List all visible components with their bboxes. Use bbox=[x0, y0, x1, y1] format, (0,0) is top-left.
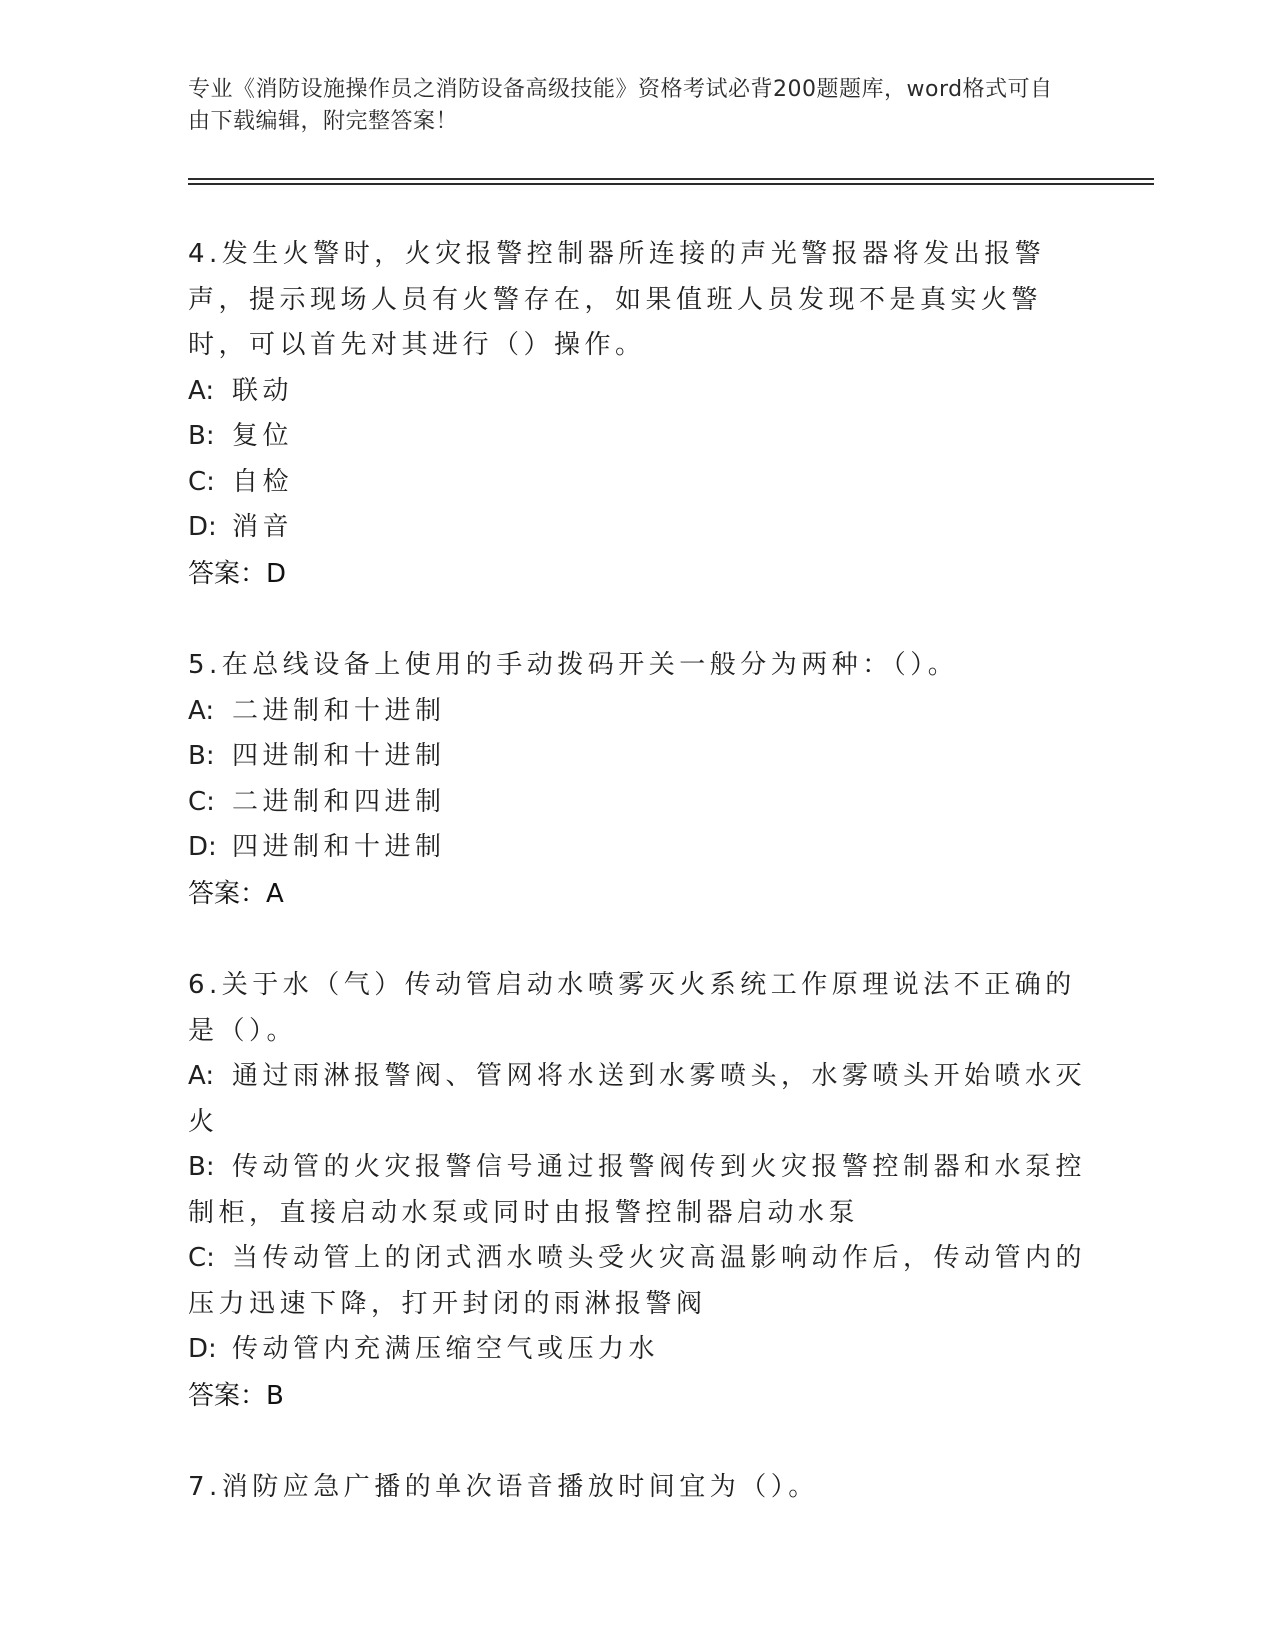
question-item bbox=[188, 643, 1088, 917]
header-divider-bottom bbox=[188, 183, 1154, 185]
question-item bbox=[188, 963, 1088, 1419]
answer-value: D bbox=[266, 558, 287, 589]
option-letter: C: bbox=[188, 466, 215, 497]
option-text: 四进制和十进制 bbox=[232, 832, 446, 862]
option-text: 传动管的火灾报警信号通过报警阀传到火灾报警控制器和水泵控制柜，直接启动水泵或同时由报警控制器启动水泵 bbox=[188, 1152, 1087, 1228]
option-letter: C: bbox=[188, 786, 215, 817]
option-letter: D: bbox=[188, 1334, 217, 1364]
option-d bbox=[188, 825, 1088, 871]
question-list bbox=[188, 232, 1088, 1557]
answer-line bbox=[188, 551, 1088, 598]
option-a bbox=[188, 369, 1088, 415]
option-d bbox=[188, 1327, 1088, 1373]
question-text: 7.消防应急广播的单次语音播放时间宜为（）。 bbox=[188, 1472, 819, 1502]
answer-label: 答案： bbox=[188, 1379, 267, 1410]
question-text: 4.发生火警时，火灾报警控制器所连接的声光警报器将发出报警声，提示现场人员有火警存在，如果值班人员发现不是真实火警时，可以首先对其进行（）操作。 bbox=[188, 239, 1046, 360]
option-text: 二进制和十进制 bbox=[232, 695, 446, 726]
option-letter: A: bbox=[188, 695, 215, 726]
option-b bbox=[188, 734, 1088, 780]
option-letter: B: bbox=[188, 421, 215, 451]
answer-value: A bbox=[266, 878, 284, 909]
question-text: 6.关于水（气）传动管启动水喷雾灭火系统工作原理说法不正确的是（）。 bbox=[188, 970, 1076, 1046]
answer-line bbox=[188, 871, 1088, 918]
question-item bbox=[188, 1465, 1088, 1511]
option-text: 复位 bbox=[232, 421, 294, 451]
option-c bbox=[188, 780, 1088, 826]
option-b bbox=[188, 414, 1088, 460]
option-text: 消音 bbox=[232, 512, 294, 542]
option-letter: B: bbox=[188, 741, 215, 771]
option-text: 当传动管上的闭式洒水喷头受火灾高温影响动作后，传动管内的压力迅速下降，打开封闭的雨淋报警阀 bbox=[188, 1243, 1087, 1319]
question-item bbox=[188, 232, 1088, 597]
option-letter: B: bbox=[188, 1152, 215, 1182]
option-a bbox=[188, 1054, 1088, 1145]
answer-label: 答案： bbox=[188, 557, 267, 588]
option-letter: A: bbox=[188, 375, 215, 406]
option-letter: A: bbox=[188, 1061, 215, 1091]
option-text: 二进制和四进制 bbox=[232, 786, 446, 817]
answer-label: 答案： bbox=[188, 877, 267, 908]
option-letter: D: bbox=[188, 512, 217, 542]
option-text: 传动管内充满压缩空气或压力水 bbox=[232, 1334, 660, 1364]
answer-line bbox=[188, 1373, 1088, 1420]
option-c bbox=[188, 1236, 1088, 1327]
option-letter: D: bbox=[188, 832, 217, 862]
option-d bbox=[188, 505, 1088, 551]
option-letter: C: bbox=[188, 1243, 215, 1273]
option-b bbox=[188, 1145, 1088, 1236]
document-header: 专业《消防设施操作员之消防设备高级技能》资格考试必背200题题库，word格式可自由下载编辑，附完整答案！ bbox=[188, 77, 1053, 134]
option-a bbox=[188, 689, 1088, 735]
option-c bbox=[188, 460, 1088, 506]
answer-value: B bbox=[266, 1380, 284, 1411]
option-text: 通过雨淋报警阀、管网将水送到水雾喷头，水雾喷头开始喷水灭火 bbox=[188, 1061, 1087, 1137]
header-divider-top bbox=[188, 178, 1154, 180]
question-text: 5.在总线设备上使用的手动拨码开关一般分为两种：（）。 bbox=[188, 650, 959, 680]
option-text: 联动 bbox=[232, 375, 294, 406]
option-text: 自检 bbox=[232, 466, 294, 497]
option-text: 四进制和十进制 bbox=[232, 741, 446, 771]
